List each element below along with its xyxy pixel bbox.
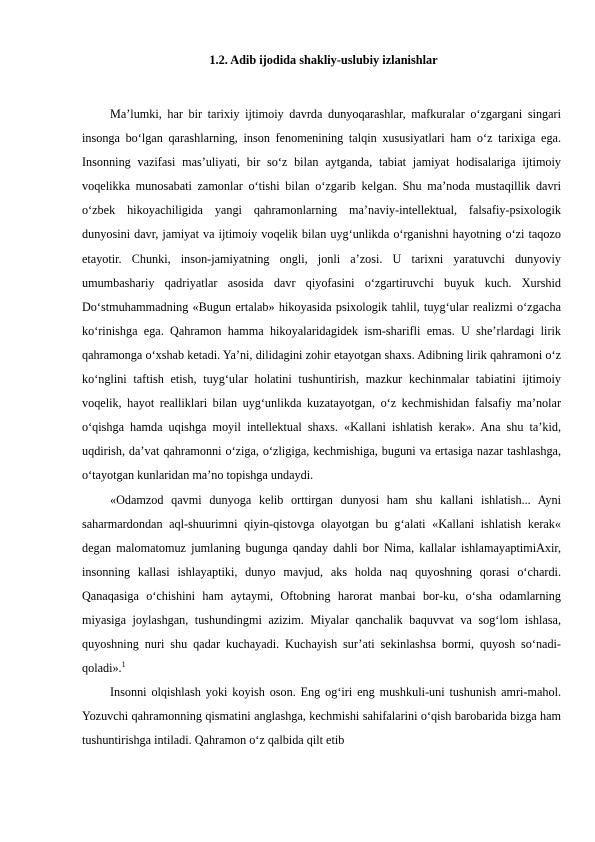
body-text	[82, 102, 561, 753]
paragraph-3: Insonni olqishlash yoki koyish oson. Eng og‘iri eng mushkuli-uni tushunish amri-mahol. Yozuvchi qahramonning qismatini anglashga, kechmishi sahifalarini o‘qish barobarida bizga ham tushuntirishga intiladi. Qahramon o‘z qalbida qilt etib	[82, 685, 561, 748]
quote-text: «Odamzod qavmi dunyoga kelib orttirgan dunyosi ham shu kallani ishlatish... Ayni saharmardondan aql-shuurimni qiyin-qistovga olayotgan bu g‘alati «Kallani ishlatish kerak« degan malomatomuz jumlaning bugunga qanday dahli bor Nima, kallalar ishlamayaptimiAxir, insonning kallasi ishlayaptiki, dunyo mavjud, aks holda naq quyoshning qorasi o‘chardi. Qanaqasiga o‘chishini ham aytaymi, Oftobning harorat manbai bor-ku, o‘sha odamlarning miyasiga joylashgan, tushundingmi azizim. Miyalar qanchalik baquvvat va sog‘lom ishlasa, quyoshning nuri shu qadar kuchayadi. Kuchayish sur’ati sekinlashsa bormi, quyosh so‘nadi-qoladi».	[82, 492, 561, 676]
section-heading: 1.2. Adib ijodida shakliy-uslubiy izlanishlar	[209, 53, 438, 67]
paragraph-1: Ma’lumki, har bir tarixiy ijtimoiy davrda dunyoqarashlar, mafkuralar o‘zgargani singari insonga bo‘lgan qarashlarning, inson fenomenining talqin xususiyatlari ham o‘z tarixiga ega. Insonning vazifasi mas’uliyati, bir so‘z bilan aytganda, tabiat jamiyat hodisalariga ijtimoiy voqelikka munosabati zamonlar o‘tishi bilan o‘zgarib kelgan. Shu ma’noda mustaqillik davri o‘zbek hikoyachiligida yangi qahramonlarning ma’naviy-intellektual, falsafiy-psixologik dunyosini davr, jamiyat va ijtimoiy voqelik bilan uyg‘unlikda o‘rganishni hayotning o‘zi taqozo etayotir. Chunki, inson-jamiyatning ongli, jonli a’zosi. U tarixni yaratuvchi dunyoviy umumbashariy qadriyatlar asosida davr qiyofasini o‘zgartiruvchi buyuk kuch. Xurshid Do‘stmuhammadning «Bugun ertalab» hikoyasida psixologik tahlil, tuyg‘ular realizmi o‘zgacha ko‘rinishga ega. Qahramon hamma hikoyalaridagidek ism-sharifli emas. U she’rlardagi lirik qahramonga o‘xshab ketadi. Ya’ni, dilidagini zohir etayotgan shaxs. Adibning lirik qahramoni o‘z ko‘nglini taftish etish, tuyg‘ular holatini tushuntirish, mazkur kechinmalar tabiatini ijtimoiy voqelik, hayot realliklari bilan uyg‘unlikda kuzatayotgan, o‘z kechmishidan falsafiy ma’nolar o‘qishga hamda uqishga moyil intellektual shaxs. «Kallani ishlatish kerak». Ana shu ta’kid, uqdirish, da’vat qahramonni o‘ziga, o‘zligiga, kechmishiga, buguni va ertasiga nazar tashlashga, o‘tayotgan kunlaridan ma’no topishga undaydi.	[82, 107, 561, 483]
footnote-marker[interactable]: 1	[121, 660, 126, 670]
paragraph-2	[82, 488, 561, 681]
